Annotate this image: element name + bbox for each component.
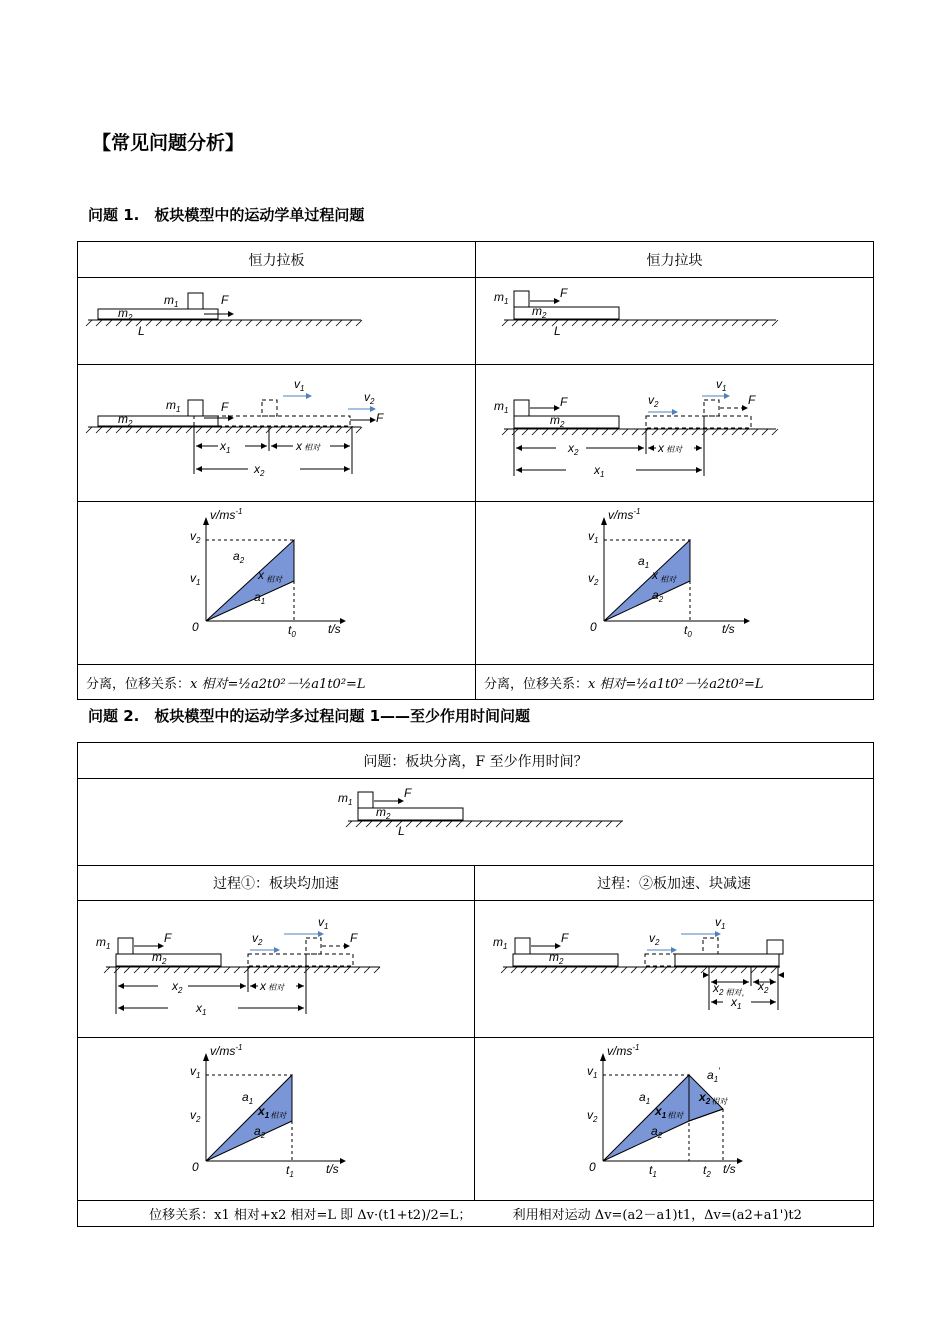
proc1-header: 过程①：板块均加速 (78, 866, 475, 901)
svg-text:a2: $a_2$ (652, 587, 664, 604)
svg-text:0: 0 (192, 619, 199, 634)
p1-right-motion (476, 365, 874, 502)
svg-text:0: 0 (192, 1159, 199, 1174)
svg-text:v/ms-1: $v/ms^{-1}$ (607, 1042, 640, 1058)
svg-text:x2: $x_2$ (254, 461, 265, 478)
proc1-vt-graph (78, 1039, 473, 1200)
svg-text:t/s: t/s (722, 621, 735, 636)
svg-text:m2: $m_2$ (118, 305, 133, 322)
svg-text:t/s: t/s (328, 621, 341, 636)
svg-text:m2: $m_2$ (550, 412, 565, 429)
svg-text:v1: $v_1$ (294, 376, 305, 393)
svg-text:m2: $m_2$ (532, 303, 547, 320)
svg-text:x2: $x_2$ (568, 440, 579, 457)
p1-right-formula: 分离，位移关系：x 相对=½a1t0²－½a2t0²=L (476, 665, 874, 700)
svg-text:m1: $m_1$ (166, 397, 181, 414)
section-title: 【常见问题分析】 (92, 132, 245, 154)
svg-text:v2: $v_2$ (588, 570, 599, 587)
svg-text:t0: $t_0$ (684, 622, 692, 639)
svg-text:m1: $m_1$ (338, 790, 353, 807)
svg-text:x2: $x_2$ (172, 978, 183, 995)
svg-text:m2: $m_2$ (118, 411, 133, 428)
svg-text:a1': $a_1'$ (707, 1065, 720, 1084)
svg-text:v2: $v_2$ (190, 528, 201, 545)
svg-text:m2: $m_2$ (549, 949, 564, 966)
svg-text:0: 0 (590, 619, 597, 634)
svg-text:F: F (748, 392, 756, 407)
svg-text:v1: $v_1$ (715, 914, 726, 931)
svg-text:m1: $m_1$ (494, 398, 509, 415)
p2-left-motion (78, 901, 475, 1038)
svg-text:x1: $x_1$ (196, 1000, 207, 1017)
svg-text:x相对: x $_{相对}$ (652, 567, 676, 584)
p1-left-formula: 分离，位移关系：x 相对=½a2t0²－½a1t0²=L (78, 665, 476, 700)
col-right-header: 恒力拉块 (476, 242, 874, 278)
svg-text:x1: $x_1$ (220, 438, 231, 455)
svg-text:x2相对: $x_2$ 相对 (713, 980, 742, 997)
svg-text:v2: $v_2$ (252, 930, 263, 947)
p2-setup-figure (78, 780, 872, 865)
svg-text:m2: $m_2$ (376, 804, 391, 821)
board-pull-motion-figure (78, 366, 474, 501)
svg-text:t0: $t_0$ (288, 622, 296, 639)
relative-displacement-area (604, 540, 690, 621)
svg-text:t2: $t_2$ (703, 1162, 711, 1179)
svg-text:F: F (350, 930, 358, 945)
p1-left-motion (78, 365, 476, 502)
svg-text:x1相对: $x_1$相对 (655, 1103, 684, 1120)
svg-text:m1: $m_1$ (493, 934, 508, 951)
svg-text:a1: $a_1$ (242, 1089, 254, 1106)
p2-right-motion (475, 901, 874, 1038)
svg-text:m1: $m_1$ (96, 934, 111, 951)
svg-text:v2: $v_2$ (364, 389, 375, 406)
board-pull-setup-figure (78, 279, 474, 364)
svg-text:t1: $t_1$ (286, 1162, 294, 1179)
svg-text:a1: $a_1$ (254, 589, 266, 606)
svg-text:F: F (404, 785, 412, 800)
svg-text:v1: $v_1$ (588, 528, 599, 545)
svg-text:F: F (376, 410, 384, 425)
svg-text:x2': $x_2'$ (758, 976, 771, 995)
svg-text:v1: $v_1$ (587, 1063, 598, 1080)
problem1-table (77, 241, 874, 700)
proc2-header: 过程：②板加速、块减速 (475, 866, 874, 901)
p1-right-setup (476, 278, 874, 365)
p2-setup (78, 779, 874, 866)
svg-text:v/ms-1: $v/ms^{-1}$ (210, 506, 243, 522)
svg-text:a2: $a_2$ (651, 1123, 663, 1140)
svg-text:m1: $m_1$ (494, 289, 509, 306)
svg-text:m2: $m_2$ (152, 949, 167, 966)
p2-left-vt (78, 1038, 475, 1201)
svg-text:x1: $x_1$ (594, 462, 605, 479)
svg-text:a1: $a_1$ (639, 1089, 651, 1106)
svg-text:m1: $m_1$ (164, 292, 179, 309)
svg-text:v/ms-1: $v/ms^{-1}$ (210, 1042, 243, 1058)
svg-text:v1: $v_1$ (190, 570, 201, 587)
svg-text:v1: $v_1$ (716, 376, 727, 393)
proc2-vt-graph (475, 1039, 872, 1200)
svg-text:F: F (560, 394, 568, 409)
svg-text:v1: $v_1$ (318, 914, 329, 931)
svg-text:F: F (221, 399, 229, 414)
svg-text:t1: $t_1$ (649, 1162, 657, 1179)
svg-text:L: L (138, 323, 145, 338)
problem2-title: 问题 2. 板块模型中的运动学多过程问题 1——至少作用时间问题 (88, 707, 531, 725)
svg-text:v2: $v_2$ (587, 1107, 598, 1124)
p1-left-setup (78, 278, 476, 365)
svg-text:L: L (554, 323, 561, 338)
p1-left-vt (78, 502, 476, 665)
svg-text:x1相对: $x_1$相对 (258, 1103, 287, 1120)
p2-question: 问题：板块分离，F 至少作用时间？ (78, 743, 874, 779)
svg-text:v2: $v_2$ (190, 1107, 201, 1124)
svg-text:F: F (164, 930, 172, 945)
svg-text:L: L (398, 823, 405, 838)
p2-right-vt (475, 1038, 874, 1201)
block-pull-setup-figure (476, 279, 872, 364)
p1-right-vt (476, 502, 874, 665)
block-pull-motion-figure (476, 366, 872, 501)
svg-text:a1: $a_1$ (638, 553, 650, 570)
proc2-motion-figure (475, 902, 872, 1037)
col-left-header: 恒力拉板 (78, 242, 476, 278)
svg-text:a2: $a_2$ (254, 1123, 266, 1140)
svg-text:x1': $x_1'$ (731, 992, 744, 1011)
svg-text:v2: $v_2$ (649, 930, 660, 947)
board-pull-vt-graph (78, 503, 474, 664)
p2-footer: 位移关系：x1 相对+x2 相对=L 即 Δv·(t1+t2)/2=L； 利用相对运动 Δv=(a2－a1)t1，Δv=(a2+a1')t2 (78, 1201, 874, 1227)
svg-text:x相对: x相对 (658, 440, 682, 455)
svg-text:a2: $a_2$ (233, 548, 245, 565)
svg-text:v2: $v_2$ (648, 392, 659, 409)
F-label: F (221, 292, 229, 307)
svg-text:x相对: x相对 (296, 438, 320, 453)
svg-text:x相对: x相对 (260, 978, 284, 993)
svg-text:t/s: t/s (723, 1161, 736, 1176)
svg-text:F: F (560, 285, 568, 300)
problem2-table (77, 742, 874, 1227)
svg-text:0: 0 (589, 1159, 596, 1174)
svg-text:F: F (561, 930, 569, 945)
svg-text:v/ms-1: $v/ms^{-1}$ (608, 506, 641, 522)
svg-text:v1: $v_1$ (190, 1063, 201, 1080)
svg-text:x2相对: $x_2$相对 (699, 1089, 728, 1106)
problem1-title: 问题 1. 板块模型中的运动学单过程问题 (88, 206, 365, 224)
proc1-motion-figure (78, 902, 473, 1037)
block-pull-vt-graph (476, 503, 872, 664)
svg-text:x相对: x $_{相对}$ (258, 567, 282, 584)
svg-text:t/s: t/s (326, 1161, 339, 1176)
